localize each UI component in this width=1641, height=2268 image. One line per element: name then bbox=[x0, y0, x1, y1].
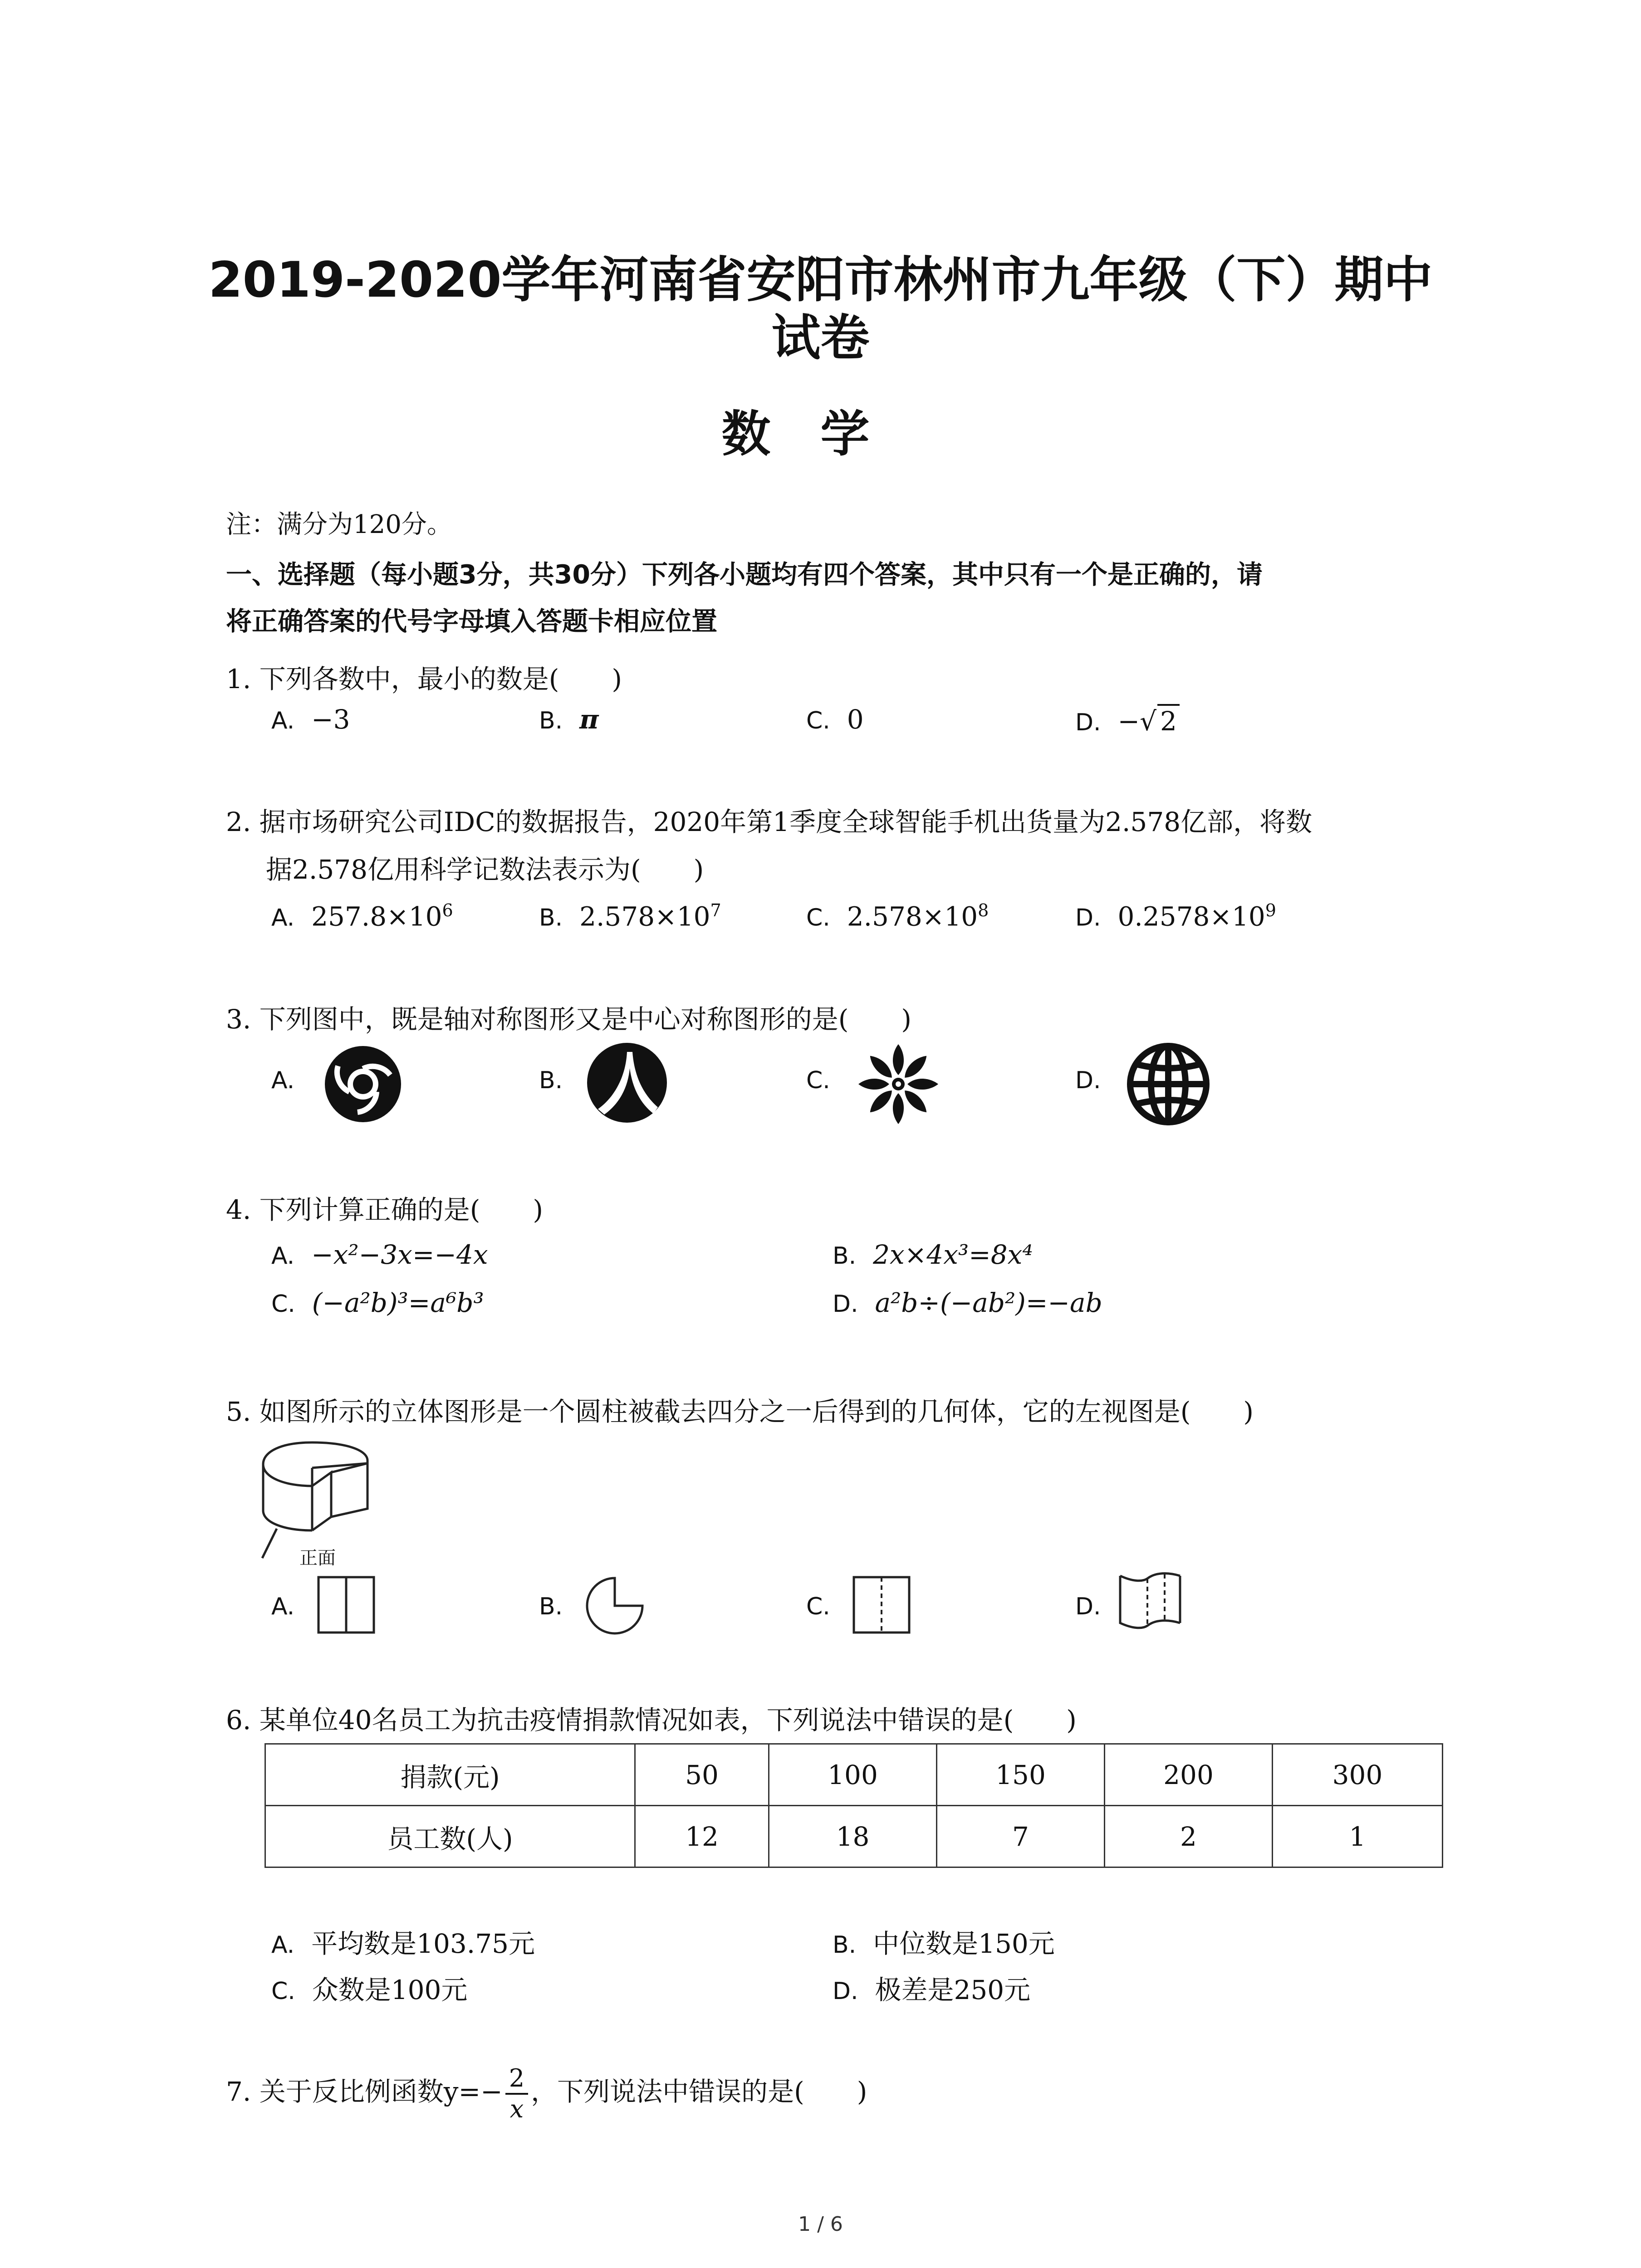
table-row bbox=[265, 1806, 1443, 1867]
q3-option-c-label: C. bbox=[806, 1067, 830, 1094]
sqrt-symbol: √ 2 bbox=[1140, 704, 1180, 737]
table-cell: 200 bbox=[1105, 1744, 1273, 1806]
q4-option-b: B. 2x×4x³=8x⁴ bbox=[833, 1239, 1033, 1270]
section-heading-line2: 将正确答案的代号字母填入答题卡相应位置 bbox=[226, 606, 717, 636]
q1-option-c: C. 0 bbox=[806, 704, 864, 735]
circle-ren-character-icon bbox=[585, 1041, 669, 1125]
q2-option-d: D. $0.2578\times 10^9$ bbox=[1075, 900, 1276, 932]
fraction: $\frac{2}{x}$ bbox=[505, 2064, 528, 2124]
q1-option-d: D. −√ 2 bbox=[1075, 704, 1180, 737]
q6-option-c: C. 众数是100元 bbox=[271, 1975, 468, 2005]
q6-option-d: D. 极差是250元 bbox=[833, 1975, 1031, 2005]
exam-title-line2: 试卷 bbox=[771, 310, 870, 367]
q6-option-a: A. 平均数是103.75元 bbox=[271, 1928, 535, 1959]
table-cell: 50 bbox=[635, 1744, 769, 1806]
table-cell: 7 bbox=[937, 1806, 1105, 1867]
view-c-rectangle-dashed bbox=[853, 1576, 912, 1635]
q3-option-a-label: A. bbox=[271, 1067, 295, 1094]
q3-stem: 3. 下列图中，既是轴对称图形又是中心对称图形的是( ) bbox=[226, 1004, 912, 1035]
q3-option-b-label: B. bbox=[539, 1067, 563, 1094]
q5-option-a-label: A. bbox=[271, 1593, 295, 1620]
q2-stem-line1: 2. 据市场研究公司IDC的数据报告，2020年第1季度全球智能手机出货量为2.578亿部，将数 bbox=[226, 807, 1313, 837]
q4-stem: 4. 下列计算正确的是( ) bbox=[226, 1194, 544, 1225]
q5-option-c-label: C. bbox=[806, 1593, 830, 1620]
q1-option-b: B. π bbox=[539, 704, 599, 735]
q5-option-b-label: B. bbox=[539, 1593, 563, 1620]
score-note: 注：满分为120分。 bbox=[226, 510, 452, 539]
page-number: 1 / 6 bbox=[798, 2213, 843, 2236]
q6-option-b: B. 中位数是150元 bbox=[833, 1928, 1055, 1959]
q4-option-a: A. −x²−3x=−4x bbox=[271, 1239, 488, 1270]
donation-table bbox=[265, 1743, 1443, 1868]
q5-stem: 5. 如图所示的立体图形是一个圆柱被截去四分之一后得到的几何体，它的左视图是( ) bbox=[226, 1396, 1254, 1427]
table-cell: 员工数(人) bbox=[265, 1806, 635, 1867]
view-a-rectangle-split bbox=[318, 1576, 377, 1635]
table-cell: 18 bbox=[769, 1806, 937, 1867]
section-heading-line1: 一、选择题（每小题3分，共30分）下列各小题均有四个答案，其中只有一个是正确的，请 bbox=[226, 560, 1263, 590]
three-arc-swirl-icon bbox=[322, 1043, 404, 1125]
view-d-curved-cylinder bbox=[1118, 1569, 1186, 1637]
q6-stem: 6. 某单位40名员工为抗击疫情捐款情况如表，下列说法中错误的是( ) bbox=[226, 1705, 1077, 1735]
table-cell: 150 bbox=[937, 1744, 1105, 1806]
q7-stem: 7. 关于反比例函数y=− $\frac{2}{x}$ ，下列说法中错误的是( ) bbox=[226, 2064, 867, 2123]
eight-petal-flower-icon bbox=[855, 1041, 941, 1127]
q5-option-d-label: D. bbox=[1075, 1593, 1101, 1620]
q1-option-a: A. −3 bbox=[271, 704, 350, 735]
exam-title-line1: 2019-2020学年河南省安阳市林州市九年级（下）期中 bbox=[208, 252, 1433, 308]
q2-option-c: C. $2.578\times 10^8$ bbox=[806, 900, 989, 932]
table-cell: 100 bbox=[769, 1744, 937, 1806]
table-cell: 1 bbox=[1273, 1806, 1443, 1867]
globe-icon bbox=[1125, 1041, 1211, 1127]
table-row bbox=[265, 1744, 1443, 1806]
table-cell: 300 bbox=[1273, 1744, 1443, 1806]
q2-stem-line2: 据2.578亿用科学记数法表示为( ) bbox=[266, 854, 704, 885]
view-b-three-quarter-circle bbox=[585, 1576, 644, 1635]
table-cell: 2 bbox=[1105, 1806, 1273, 1867]
front-view-label: 正面 bbox=[299, 1548, 336, 1569]
q4-option-c: C. (−a²b)³=a⁶b³ bbox=[271, 1287, 484, 1318]
q2-option-b: B. $2.578\times 10^7$ bbox=[539, 900, 721, 932]
table-cell: 12 bbox=[635, 1806, 769, 1867]
table-cell: 捐款(元) bbox=[265, 1744, 635, 1806]
q1-stem: 1. 下列各数中，最小的数是( ) bbox=[226, 664, 622, 694]
q4-option-d: D. a²b÷(−ab²)=−ab bbox=[833, 1287, 1102, 1318]
subject-heading: 数学 bbox=[721, 406, 920, 463]
q2-option-a: A. $257.8\times 10^6$ bbox=[271, 900, 453, 932]
q3-option-d-label: D. bbox=[1075, 1067, 1101, 1094]
